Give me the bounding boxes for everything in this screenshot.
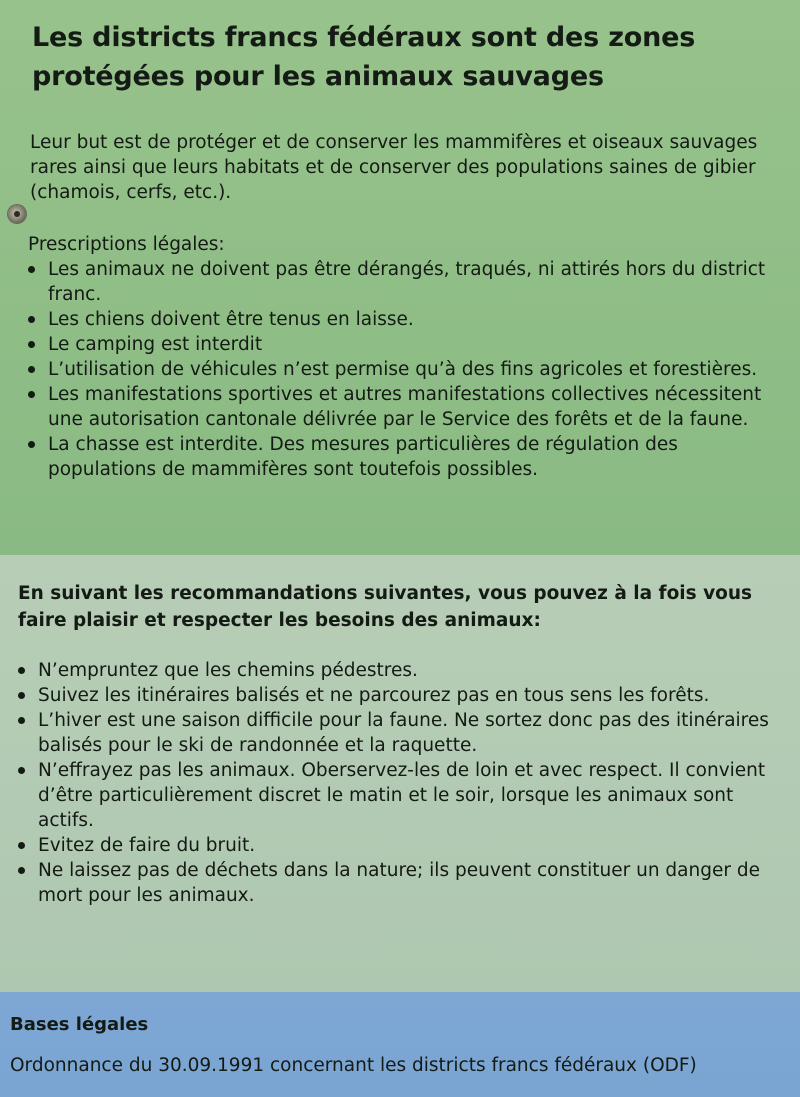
list-item: N’empruntez que les chemins pédestres. xyxy=(18,658,788,683)
recommendations-list xyxy=(18,658,788,908)
legal-bases-heading: Bases légales xyxy=(10,1014,149,1035)
list-item: Les chiens doivent être tenus en laisse. xyxy=(28,307,768,332)
list-item: Les animaux ne doivent pas être dérangés, traqués, ni attirés hors du district franc. xyxy=(28,257,768,307)
list-item: L’utilisation de véhicules n’est permise qu’à des fins agricoles et forestières. xyxy=(28,357,768,382)
list-item: Suivez les itinéraires balisés et ne parcourez pas en tous sens les forêts. xyxy=(18,683,788,708)
list-item: La chasse est interdite. Des mesures particulières de régulation des populations de mammifères sont toutefois possibles. xyxy=(28,432,768,482)
list-item: Les manifestations sportives et autres manifestations collectives nécessitent une autorisation cantonale délivrée par le Service des forêts et de la faune. xyxy=(28,382,768,432)
ordinance-reference: Ordonnance du 30.09.1991 concernant les districts francs fédéraux (ODF) xyxy=(10,1055,697,1076)
recommendations-heading: En suivant les recommandations suivantes, vous pouvez à la fois vous faire plaisir et respecter les besoins des animaux: xyxy=(18,583,753,631)
prescriptions-heading: Prescriptions légales: xyxy=(28,234,225,255)
list-item: L’hiver est une saison difficile pour la faune. Ne sortez donc pas des itinéraires balisés pour le ski de randonnée et la raquette. xyxy=(18,708,788,758)
sign-title: Les districts francs fédéraux sont des zones protégées pour les animaux sauvages xyxy=(32,22,696,92)
list-item: Ne laissez pas de déchets dans la nature; ils peuvent constituer un danger de mort pour les animaux. xyxy=(18,858,788,908)
mounting-screw xyxy=(8,205,26,223)
list-item: N’effrayez pas les animaux. Oberservez-les de loin et avec respect. Il convient d’être particulièrement discret le matin et le soir, lorsque les animaux sont actifs. xyxy=(18,758,788,833)
sign-panel-legal-bases xyxy=(0,992,800,1097)
list-item: Evitez de faire du bruit. xyxy=(18,833,788,858)
intro-paragraph: Leur but est de protéger et de conserver les mammifères et oiseaux sauvages rares ainsi que leurs habitats et de conserver des populations saines de gibier (chamois, cerfs, etc.). xyxy=(30,132,758,203)
list-item: Le camping est interdit xyxy=(28,332,768,357)
prescriptions-list xyxy=(28,257,768,482)
